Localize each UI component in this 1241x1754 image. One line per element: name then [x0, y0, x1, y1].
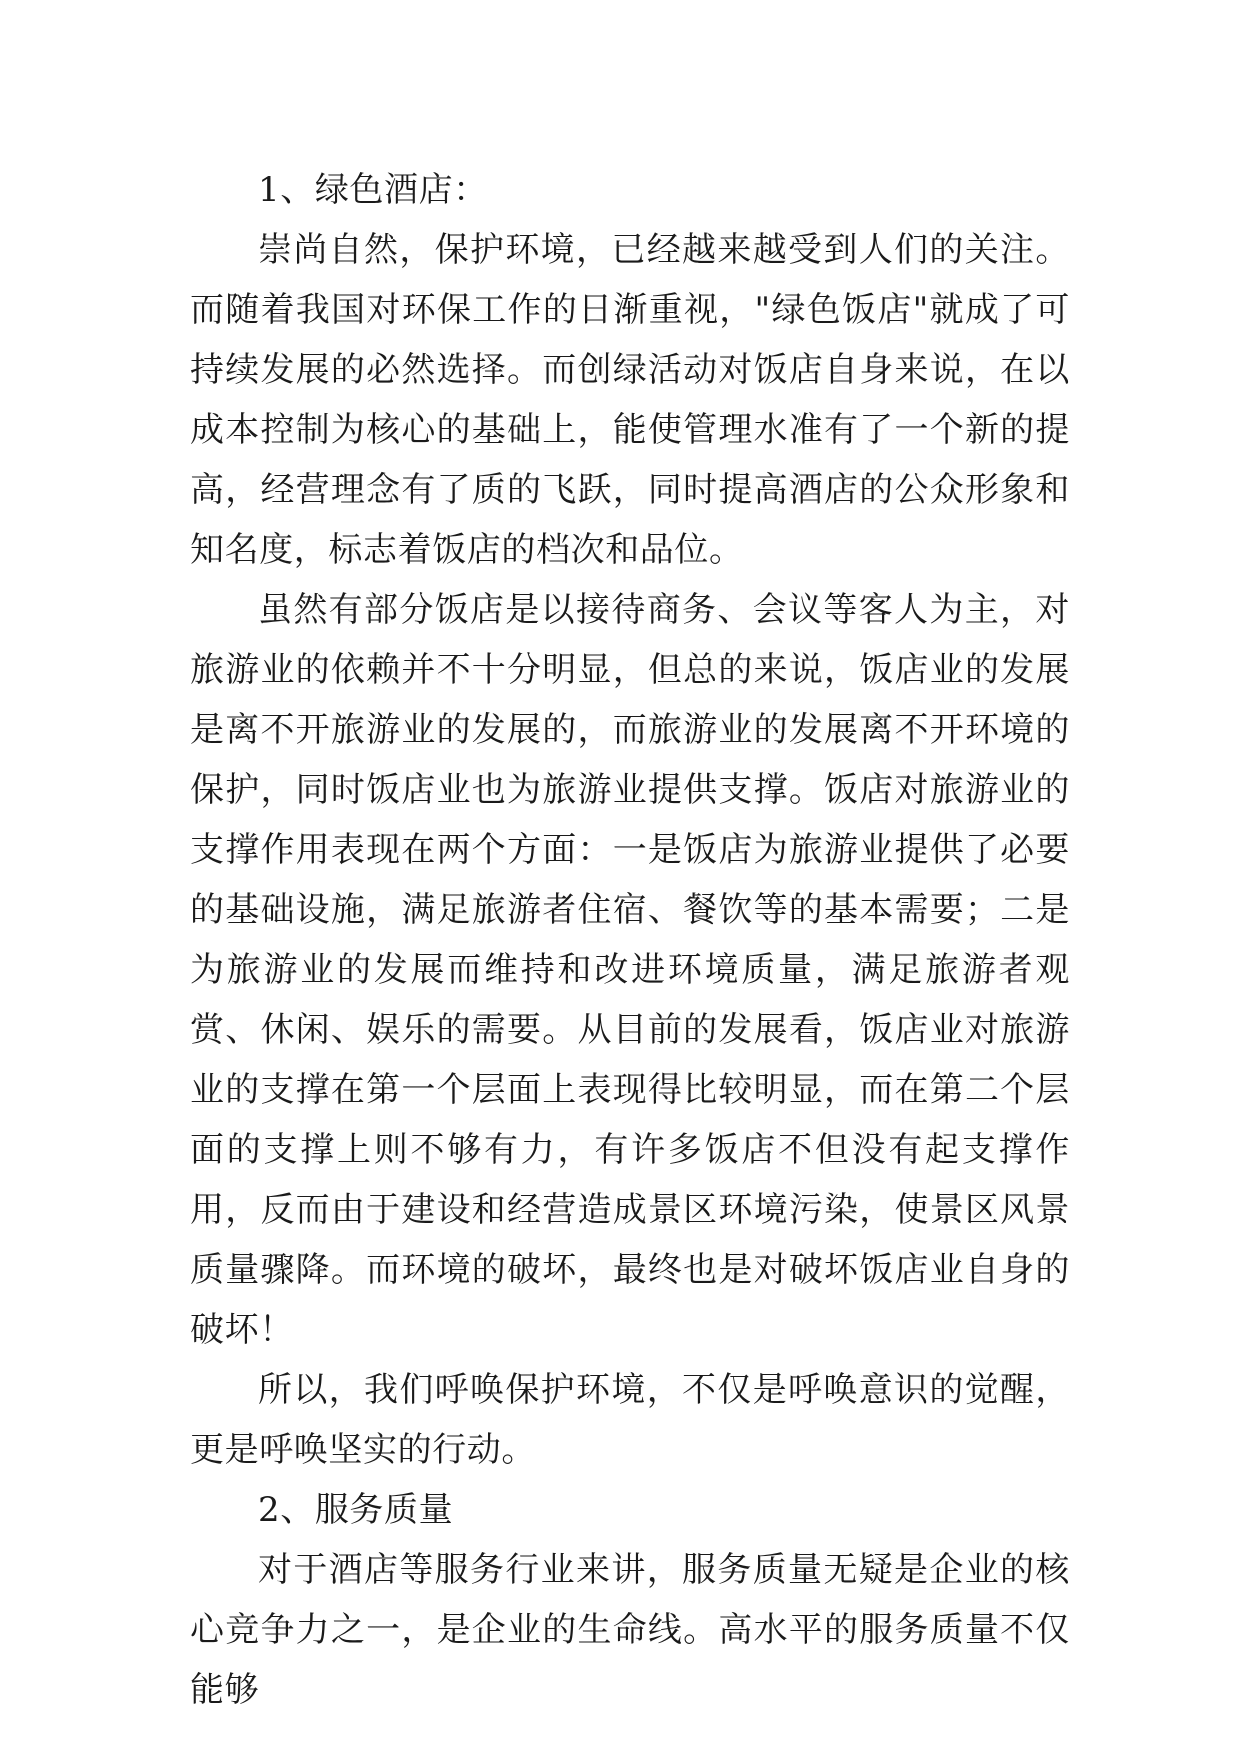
paragraph-nature-environment: 崇尚自然，保护环境，已经越来越受到人们的关注。而随着我国对环保工作的日渐重视，"绿色饭店"就成了可持续发展的必然选择。而创绿活动对饭店自身来说，在以成本控制为核心的基础上，能使管理水准有了一个新的提高，经营理念有了质的飞跃，同时提高酒店的公众形象和知名度，标志着饭店的档次和品位。	[190, 230, 1070, 570]
heading-green-hotel: 1、绿色酒店：	[258, 170, 488, 210]
paragraph-service-quality: 对于酒店等服务行业来讲，服务质量无疑是企业的核心竞争力之一，是企业的生命线。高水平的服务质量不仅能够	[190, 1550, 1070, 1710]
paragraph-tourism-support: 虽然有部分饭店是以接待商务、会议等客人为主，对旅游业的依赖并不十分明显，但总的来说，饭店业的发展是离不开旅游业的发展的，而旅游业的发展离不开环境的保护，同时饭店业也为旅游业提供支撑。饭店对旅游业的支撑作用表现在两个方面：一是饭店为旅游业提供了必要的基础设施，满足旅游者住宿、餐饮等的基本需要；二是为旅游业的发展而维持和改进环境质量，满足旅游者观赏、休闲、娱乐的需要。从目前的发展看，饭店业对旅游业的支撑在第一个层面上表现得比较明显，而在第二个层面的支撑上则不够有力，有许多饭店不但没有起支撑作用，反而由于建设和经营造成景区环境污染，使景区风景质量骤降。而环境的破坏，最终也是对破坏饭店业自身的破坏！	[190, 590, 1070, 1350]
paragraph-call-to-action: 所以，我们呼唤保护环境，不仅是呼唤意识的觉醒，更是呼唤坚实的行动。	[190, 1370, 1070, 1470]
document-body	[190, 160, 1070, 1720]
heading-service-quality: 2、服务质量	[258, 1490, 454, 1530]
